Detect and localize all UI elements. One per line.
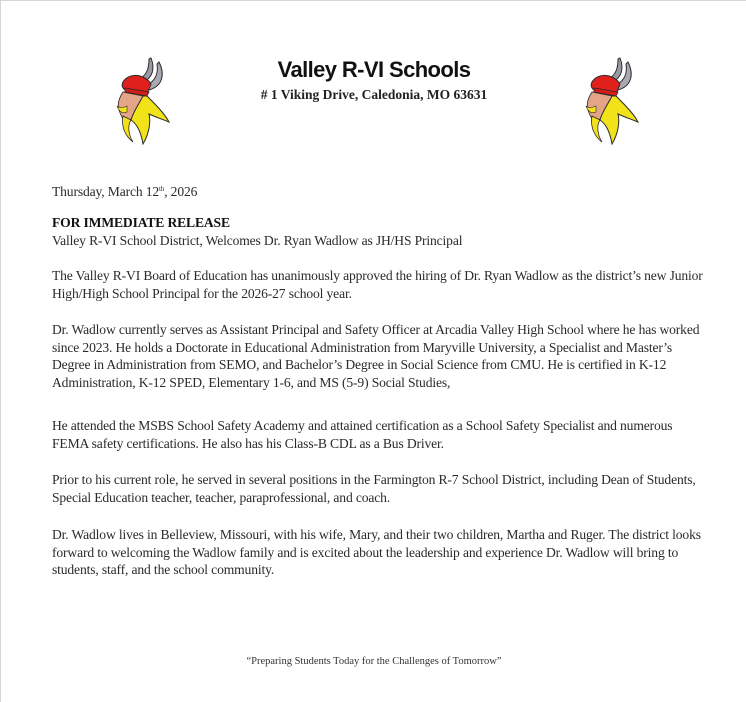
release-block [52, 214, 712, 249]
paragraph-safety: He attended the MSBS School Safety Academy and attained certification as a School Safety Specialist and numerous FEMA safety certifications. He also has his Class-B CDL as a Bus Driver. [52, 418, 673, 451]
footer-motto: “Preparing Students Today for the Challenges of Tomorrow” [246, 656, 502, 667]
release-date [52, 181, 712, 201]
date-year: , 2026 [164, 184, 198, 199]
school-address: # 1 Viking Drive, Caledonia, MO 63631 [260, 87, 488, 102]
date-text: Thursday, March 12 [52, 184, 160, 199]
release-label: FOR IMMEDIATE RELEASE [52, 215, 230, 230]
school-name-heading: Valley R-VI Schools [277, 57, 471, 82]
paragraph-hiring: The Valley R-VI Board of Education has unanimously approved the hiring of Dr. Ryan Wadlow as the district’s new Junior High/High School Principal for the 2026-27 school year. [52, 268, 703, 301]
paragraph-prior-roles: Prior to his current role, he served in several positions in the Farmington R-7 School District, including Dean of Students, Special Education teacher, teacher, paraprofessional, and coach. [52, 472, 696, 505]
paragraph-background: Dr. Wadlow currently serves as Assistant Principal and Safety Officer at Arcadia Valley High School where he has worked since 2023. He holds a Doctorate in Educational Administration from Maryville University, a Specialist and Master’s Degree in Administration from SEMO, and Bachelor’s Degree in Social Science from CMU. He is certified in K-12 Administration, K-12 SPED, Elementary 1-6, and MS (5-9) Social Studies, [52, 322, 700, 390]
paragraph-family: Dr. Wadlow lives in Belleview, Missouri, with his wife, Mary, and their two children, Martha and Ruger. The district looks forward to welcoming the Wadlow family and is excited about the leadership and experience Dr. Wadlow will bring to students, staff, and the school community. [52, 527, 701, 577]
release-headline: Valley R-VI School District, Welcomes Dr. Ryan Wadlow as JH/HS Principal [52, 232, 463, 248]
date-ordinal: th [159, 185, 165, 193]
